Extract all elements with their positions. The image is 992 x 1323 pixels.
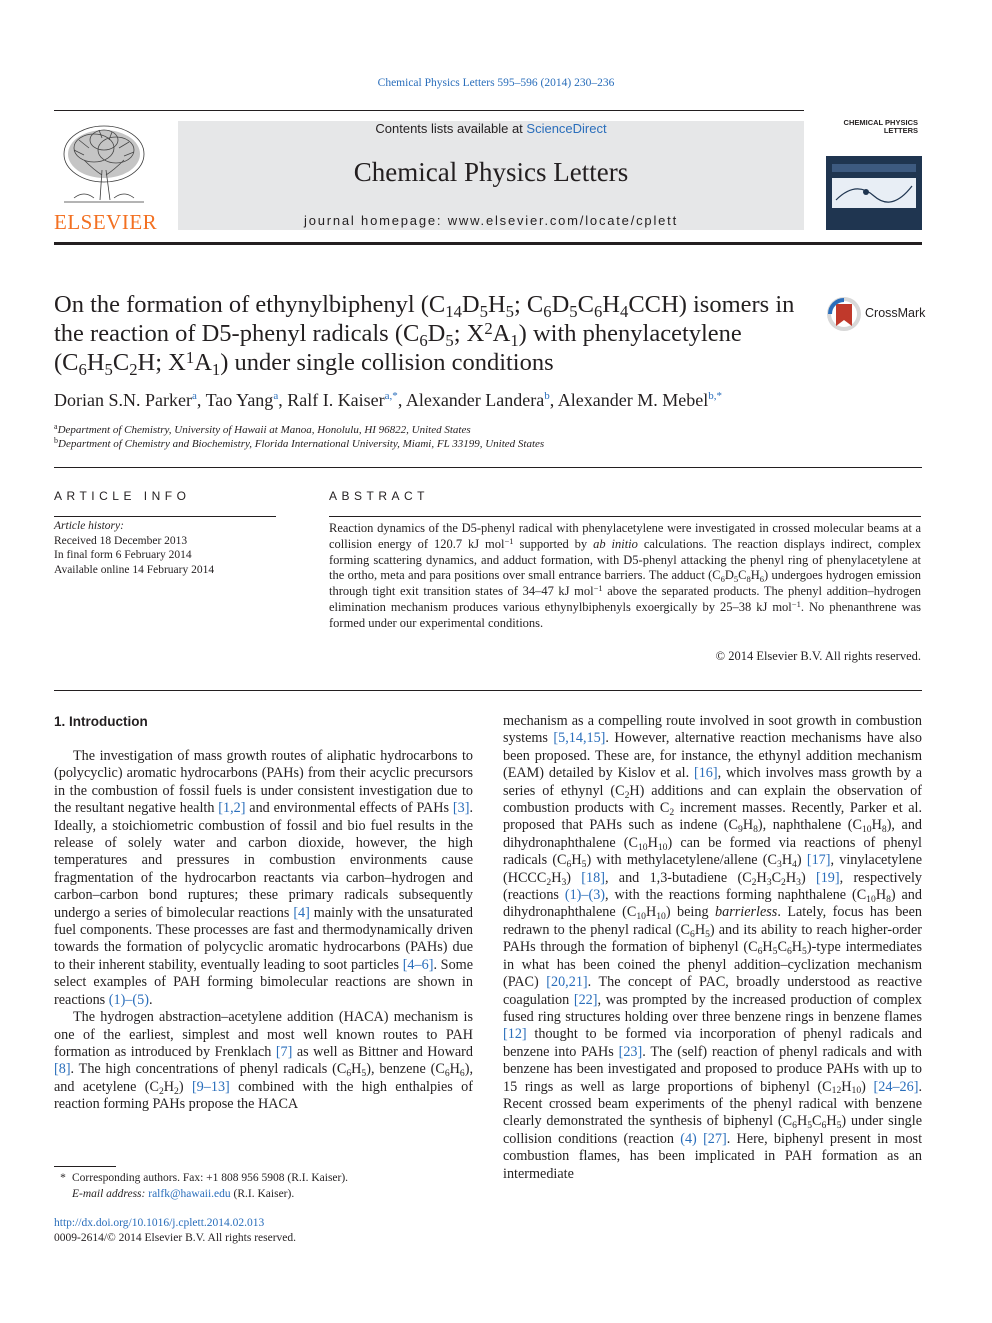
journal-homepage: journal homepage: www.elsevier.com/locate/cplett: [304, 213, 678, 228]
citation-link[interactable]: [7]: [275, 1043, 293, 1060]
abstract-rule: [329, 516, 921, 517]
citation-link[interactable]: [4–6]: [402, 956, 434, 973]
issn-line: 0009-2614/© 2014 Elsevier B.V. All rights reserved.: [54, 1232, 297, 1244]
author-name[interactable]: Tao Yang: [205, 390, 274, 410]
doi-block: [54, 1216, 296, 1246]
article-history: Article history: Received 18 December 2013 In final form 6 February 2014 Available online 14 February 2014: [54, 520, 215, 576]
abstract-bottom-rule: [54, 690, 922, 691]
citation-link[interactable]: [4]: [293, 904, 310, 921]
homepage-link[interactable]: www.elsevier.com/locate/cplett: [447, 213, 678, 228]
citation-link[interactable]: [22]: [573, 991, 598, 1008]
author-name[interactable]: Alexander M. Mebel: [557, 390, 709, 410]
section-heading-introduction: 1. Introduction: [54, 714, 148, 729]
citation-link[interactable]: [12]: [503, 1026, 527, 1043]
citation-link[interactable]: [19]: [815, 869, 840, 886]
body-column-left: The investigation of mass growth routes of aliphatic hydrocarbons to (polycyclic) aromatic hydrocarbons (PAHs) from their acyclic precursors in the combustion of fossil fuels is under consistent investigation due to the resultant negative health [1,2] and environmental effects of PAHs [3]. Ideally, a stoichiometric combustion of fossil and bio fuel results in the release of solely water and carbon dioxide, however, the high temperatures and pressures in combustion environments cause fragmentation of the hydrocarbon reactants via carbon–hydrogen and carbon–carbon bond ruptures; these primary radicals subsequently undergo a series of bimolecular reactions [4] mainly with the unsaturated fuel components. These processes are fast and thermodynamically driven towards the formation of polycyclic aromatic hydrocarbons (PAHs) due to their inherent stability, eventually leading to soot particles [4–6]. Some select examples of PAH forming bimolecular reactions are shown in reactions (1)–(5). The hydrogen abstraction–acetylene addition (HACA) mechanism is one of the earliest, simplest and most well known routes to PAH formation as introduced by Frenklach [7] as well as Bittner and Howard [8]. The high concentrations of phenyl radicals $(C_6H_5)$, benzene $(C_6H_6)$, and acetylene $(C_2H_2)$ [9–13] combined with the high enthalpies of reaction forming PAHs propose the HACA: [54, 748, 474, 1113]
citation-link[interactable]: [23]: [618, 1043, 643, 1060]
footnote-email: E-mail address: ralfk@hawaii.edu (R.I. Kaiser).: [72, 1188, 295, 1200]
footnote-corresponding: * Corresponding authors. Fax: +1 808 956 5908 (R.I. Kaiser).: [60, 1172, 349, 1184]
citation-link[interactable]: [5,14,15]: [553, 730, 606, 747]
header-bottom-rule: [54, 242, 922, 245]
abstract-text: Reaction dynamics of the D5-phenyl radical with phenylacetylene were investigated in crossed molecular beams at a collision energy of 120.7 kJ mol$^{-1}$ supported by ab initio calculations. The reaction displays indirect, complex forming scattering dynamics, and adduct formation, with D5-phenyl attacking the phenyl ring of phenylacetylene at the ortho, meta and para positions over small entrance barriers. The adduct $(C_6D_5C_8H_6)$ undergoes hydrogen emission through tight exit transition states of 34–47 kJ mol$^{-1}$ above the separated products. The phenyl addition–hydrogen elimination mechanism produces various ethynylbiphenyls exoergically by 25–38 kJ mol$^{-1}$. No phenanthrene was formed under our experimental conditions.: [329, 521, 922, 630]
email-link[interactable]: ralfk@hawaii.edu: [148, 1188, 231, 1200]
author-name[interactable]: Alexander Landera: [405, 390, 545, 410]
abstract-heading: ABSTRACT: [329, 489, 430, 503]
citation-link[interactable]: [27]: [703, 1130, 727, 1147]
citation-link[interactable]: [20,21]: [546, 974, 588, 991]
author-list: Dorian S.N. Parker$^a$, Tao Yang$^a$, Ralf I. Kaiser$^{a,*}$, Alexander Landera$^b$, Alexander M. Mebel$^{b,*}$: [54, 390, 722, 410]
reaction-link[interactable]: (1)–(5): [108, 991, 149, 1008]
crossmark-badge[interactable]: [826, 296, 926, 332]
citation-link[interactable]: [8]: [54, 1061, 71, 1078]
citation-link[interactable]: [9–13]: [191, 1078, 230, 1095]
article-info-rule: [54, 516, 276, 517]
affiliation-rule: [54, 467, 922, 468]
citation-link[interactable]: [17]: [806, 852, 831, 869]
article-info-heading: ARTICLE INFO: [54, 489, 191, 503]
journal-citation[interactable]: Chemical Physics Letters 595–596 (2014) 230–236: [377, 77, 615, 89]
doi-link[interactable]: http://dx.doi.org/10.1016/j.cplett.2014.02.013: [54, 1217, 265, 1229]
elsevier-tree-logo: [54, 120, 154, 210]
footnote-rule: [54, 1166, 116, 1167]
journal-cover-thumbnail[interactable]: [826, 112, 922, 230]
crossmark-icon: [826, 296, 862, 332]
cover-title: CHEMICAL PHYSICS LETTERS: [843, 118, 918, 135]
sciencedirect-link[interactable]: ScienceDirect: [526, 121, 607, 136]
reaction-link[interactable]: (1)–(3): [564, 887, 606, 904]
contents-line: Contents lists available at ScienceDirect: [375, 121, 607, 136]
abstract-copyright: © 2014 Elsevier B.V. All rights reserved.: [715, 649, 921, 663]
crossmark-label: CrossMark: [865, 306, 926, 320]
journal-title: Chemical Physics Letters: [353, 157, 629, 187]
body-column-right: mechanism as a compelling route involved in soot growth in combustion systems [5,14,15]. However, alternative reaction mechanisms have also been proposed. These are, for instance, the ethynyl addition mechanism (EAM) detailed by Kislov et al. [16], which involves mass growth by a series of ethynyl $(C_2H)$ additions and can explain the observation of combustion products with $C_2$ increment masses. Recently, Parker et al. proposed that PAHs such as indene $(C_9H_8)$, naphthalene $(C_{10}H_8)$, and dihydronaphthalene $(C_{10}H_{10})$ can be formed via reactions of phenyl radicals $(C_6H_5)$ with methylacetylene/allene $(C_3H_4)$ [17], vinylacetylene $(HCCC_2H_3)$ [18], and 1,3-butadiene $(C_2H_3C_2H_3)$ [19], respectively (reactions (1)–(3), with the reactions forming naphthalene $(C_{10}H_8)$ and dihydronaphthalene $(C_{10}H_{10})$ being barrierless. Lately, focus has been redrawn to the phenyl radical $(C_6H_5)$ and its ability to reach higher-order PAHs through the formation of biphenyl $(C_6H_5C_6H_5)$-type intermediates in what has been coined the phenyl addition–cyclization mechanism (PAC) [20,21]. The concept of PAC, broadly understood as reactive coagulation [22], was prompted by the increased production of complex fused ring structures holding over three benzene rings in benzene flames [12] thought to be formed via incorporation of phenyl radicals and benzene into PAHs [23]. The (self) reaction of phenyl radicals and with benzene has been investigated and proposed to produce PAHs with up to 15 rings as well as large proportions of biphenyl $(C_{12}H_{10})$ [24–26]. Recent crossed beam experiments of the phenyl radical with benzene clearly demonstrated the synthesis of biphenyl $(C_6H_5C_6H_5)$ under single collision conditions (reaction (4) [27]. Here, biphenyl present in most combustion flames, has been implicated in PAH formation as an intermediate: [503, 713, 923, 1182]
citation-link[interactable]: [3]: [452, 800, 470, 817]
reaction-link[interactable]: (4): [680, 1130, 697, 1147]
citation-link[interactable]: [24–26]: [873, 1078, 919, 1095]
author-name[interactable]: Dorian S.N. Parker: [54, 390, 192, 410]
article-title: On the formation of ethynylbiphenyl ($C_{14}D_5H_5$; $C_6D_5C_6H_4CCH$) isomers in the reaction of D5-phenyl radicals ($C_6D_5$; $X^2A_1$) with phenylacetylene ($C_6H_5C_2H$; $X^1A_1$) under single collision conditions: [54, 291, 795, 379]
affiliation-b: $^b$Department of Chemistry and Biochemistry, Florida International University, Miami, FL 33199, United States: [54, 436, 545, 450]
affiliation-a: $^a$Department of Chemistry, University of Hawaii at Manoa, Honolulu, HI 96822, United States: [54, 422, 471, 436]
citation-link[interactable]: [1,2]: [218, 800, 246, 817]
elsevier-wordmark: ELSEVIER: [54, 210, 158, 234]
header-top-rule: [54, 110, 804, 111]
author-name[interactable]: Ralf I. Kaiser: [287, 390, 385, 410]
citation-link[interactable]: [16]: [693, 765, 718, 782]
citation-link[interactable]: [18]: [581, 869, 605, 886]
